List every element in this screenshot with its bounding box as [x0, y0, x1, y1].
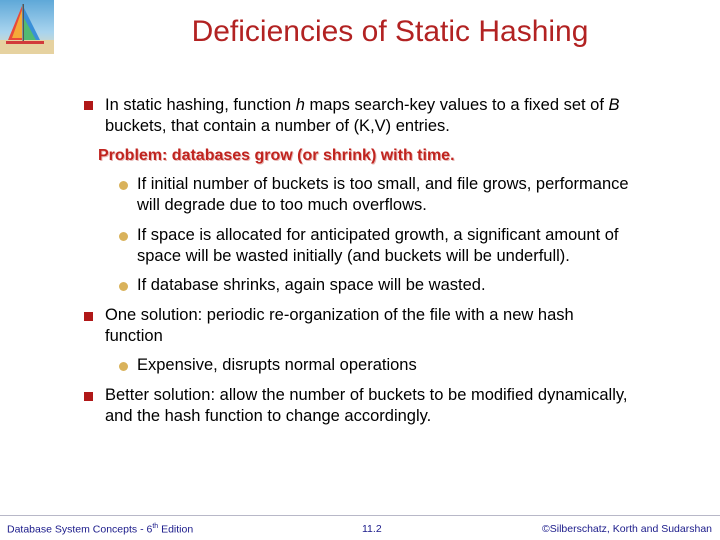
footer-text: Database System Concepts - 6 [7, 523, 153, 536]
round-bullet-icon [119, 362, 128, 371]
footer-copyright: ©Silberschatz, Korth and Sudarshan [542, 523, 712, 535]
footer-divider [0, 515, 720, 516]
sub-bullet-1-line1: If initial number of buckets is too small, and file grows, performance [137, 175, 629, 193]
bullet-better-solution-line2: and the hash function to change accordingly. [105, 407, 432, 425]
square-bullet-icon [84, 101, 93, 110]
bullet-static-hashing-line2: buckets, that contain a number of (K,V) entries. [105, 117, 450, 135]
bullet-one-solution-line1: One solution: periodic re-organization of the file with a new hash [105, 306, 574, 324]
italic-h: h [295, 96, 305, 114]
sub-bullet-2-line1: If space is allocated for anticipated growth, a significant amount of [137, 226, 619, 244]
sailboat-beach-icon [0, 0, 54, 54]
sub-bullet-2-line2: space will be wasted initially (and buckets will be underfull). [137, 247, 570, 265]
bullet-static-hashing-line1 [105, 95, 620, 116]
square-bullet-icon [84, 392, 93, 401]
round-bullet-icon [119, 232, 128, 241]
italic-b: B [608, 96, 620, 114]
footer-text: Edition [158, 523, 194, 536]
bullet-better-solution-line1: Better solution: allow the number of buckets to be modified dynamically, [105, 386, 628, 404]
footer-page-number: 11.2 [362, 523, 382, 535]
sub-bullet-1-line2: will degrade due to too much overflows. [137, 196, 427, 214]
bullet-one-solution-line2: function [105, 327, 163, 345]
text-span: maps search-key values to a fixed set of [304, 96, 609, 114]
text-span: In static hashing, function [105, 96, 296, 114]
round-bullet-icon [119, 282, 128, 291]
sub-bullet-4: Expensive, disrupts normal operations [137, 356, 417, 374]
footer-sup: th [152, 523, 159, 530]
footer-book-title [7, 523, 193, 536]
round-bullet-icon [119, 181, 128, 190]
square-bullet-icon [84, 312, 93, 321]
sub-bullet-3: If database shrinks, again space will be wasted. [137, 276, 486, 294]
slide-title: Deficiencies of Static Hashing [191, 15, 589, 48]
problem-heading: Problem: databases grow (or shrink) with time. [98, 147, 455, 164]
